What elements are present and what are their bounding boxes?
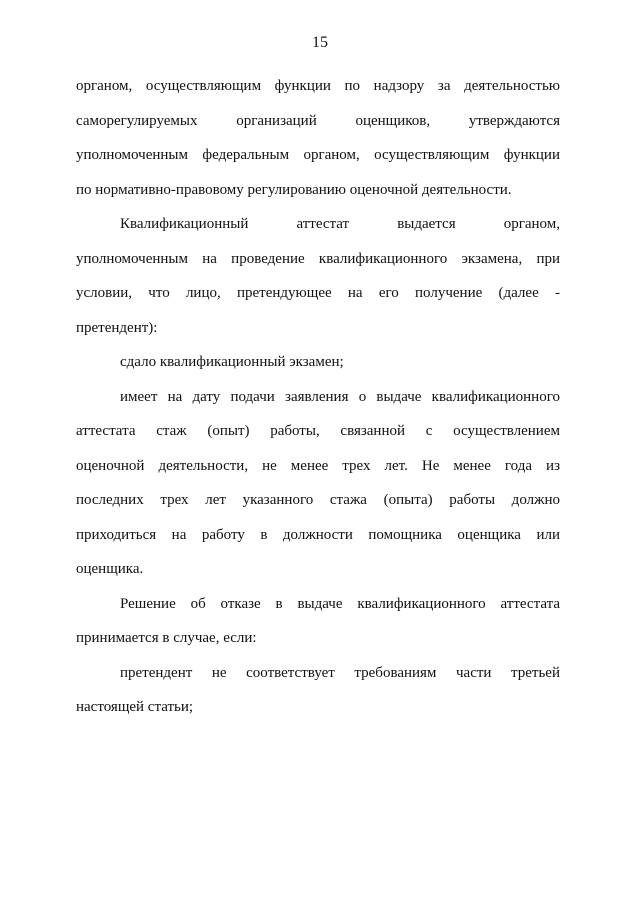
paragraph: [76, 380, 560, 587]
text-line: условии, что лицо, претендующее на его получение (далее -: [76, 285, 560, 301]
text-line: последних трех лет указанного стажа (опыта) работы должно: [76, 492, 560, 508]
text-line: претендент не соответствует требованиям части третьей: [120, 664, 560, 681]
paragraph: [76, 69, 560, 207]
text-line: имеет на дату подачи заявления о выдаче квалификационного: [120, 388, 560, 405]
paragraph: [76, 587, 560, 656]
paragraph: [76, 207, 560, 345]
text-line: приходиться на работу в должности помощника оценщика или: [76, 526, 560, 543]
text-line: уполномоченным федеральным органом, осуществляющим функции: [76, 147, 560, 163]
text-line: по нормативно-правовому регулированию оценочной деятельности.: [76, 181, 512, 198]
page-number: 15: [312, 34, 328, 51]
text-line: настоящей статьи;: [76, 699, 194, 715]
text-line: уполномоченным на проведение квалификационного экзамена, при: [76, 250, 560, 267]
text-line: аттестата стаж (опыт) работы, связанной с осуществлением: [76, 423, 560, 439]
text-line: Квалификационный аттестат выдается органом,: [120, 216, 560, 232]
text-line: принимается в случае, если:: [76, 630, 257, 646]
text-line: органом, осуществляющим функции по надзору за деятельностью: [76, 78, 560, 94]
text-line: Решение об отказе в выдаче квалификационного аттестата: [120, 595, 560, 612]
text-line: саморегулируемых организаций оценщиков, утверждаются: [76, 112, 560, 129]
text-line: сдало квалификационный экзамен;: [120, 354, 344, 370]
text-line: оценочной деятельности, не менее трех лет. Не менее года из: [76, 457, 560, 474]
text-line: оценщика.: [76, 561, 144, 577]
paragraph: [76, 345, 560, 380]
document-body: [76, 69, 560, 725]
paragraph: [76, 656, 560, 725]
text-line: претендент):: [76, 319, 158, 336]
